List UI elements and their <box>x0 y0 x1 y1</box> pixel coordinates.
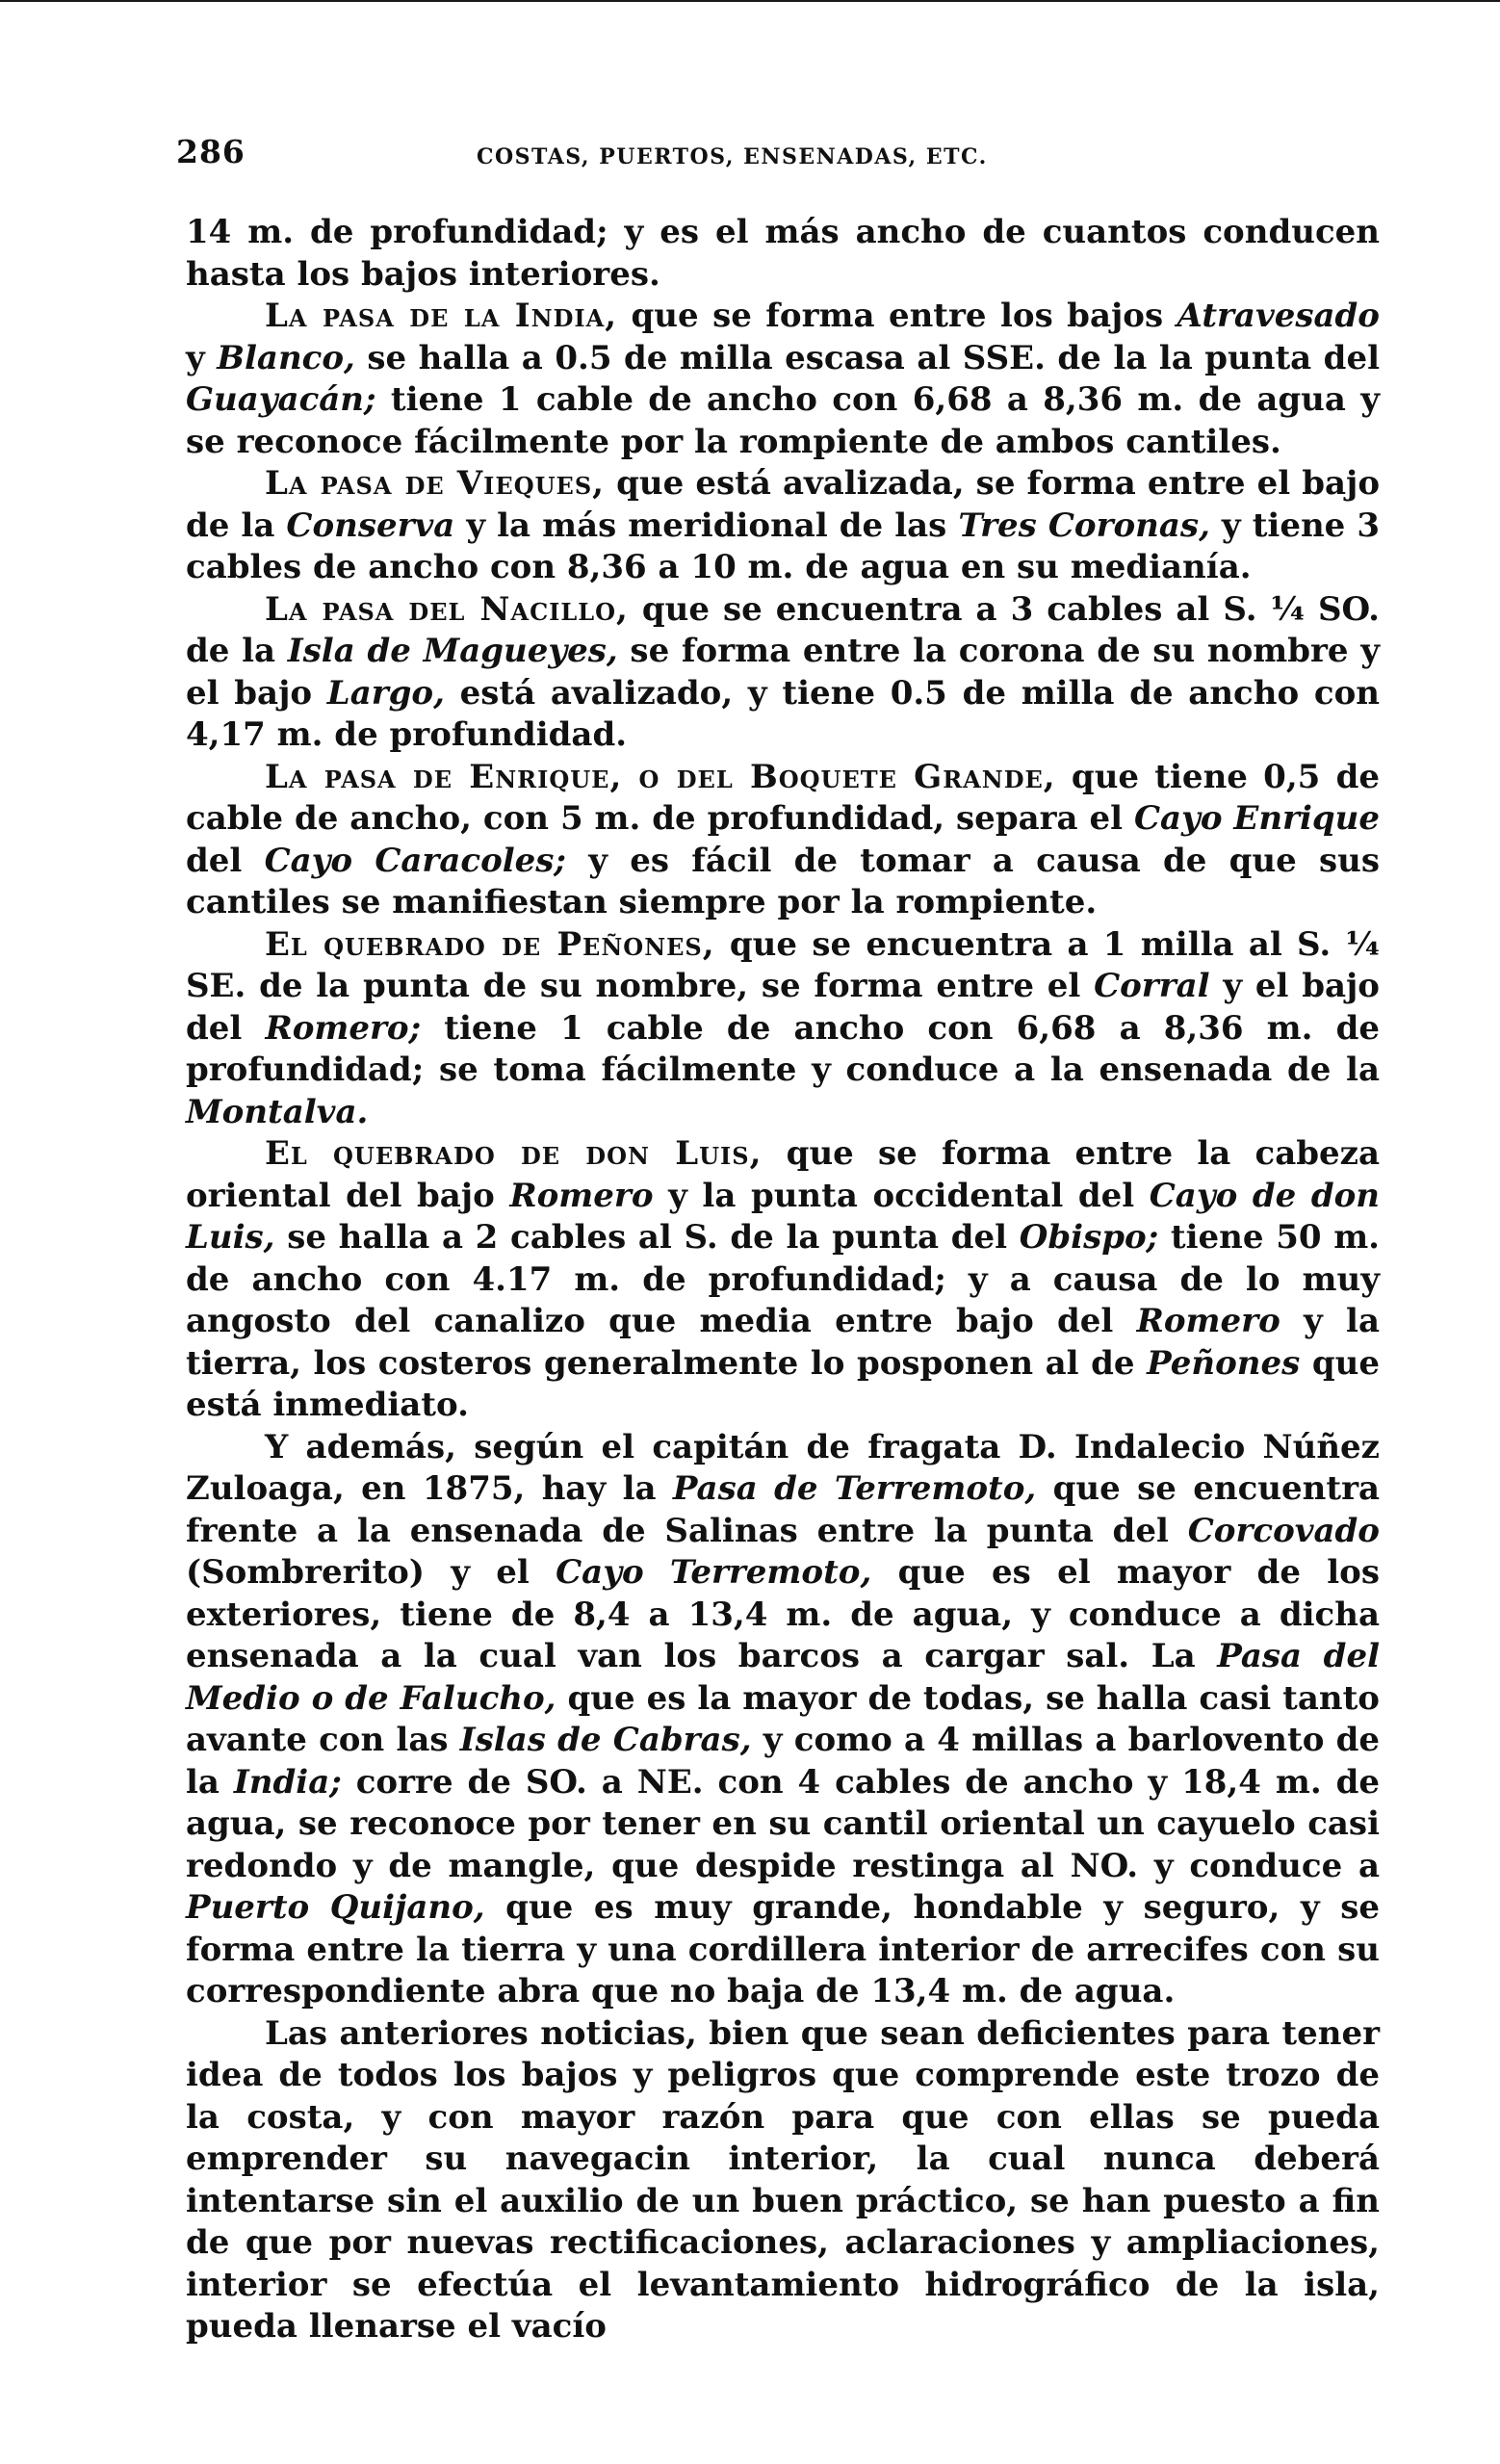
paragraph-pasa-vieques <box>186 463 1380 589</box>
place-name: Pasa del Medio o de Falucho, <box>186 1637 1380 1718</box>
place-name: Islas de Cabras, <box>459 1721 752 1759</box>
paragraph-quebrado-penones <box>186 924 1380 1134</box>
paragraph-text: y la más meridional de las <box>454 506 959 545</box>
paragraph-text: y la punta occidental del <box>653 1176 1150 1215</box>
paragraph-quebrado-don-luis <box>186 1133 1380 1427</box>
paragraph-continuation <box>186 212 1380 296</box>
paragraph-nunez-zuloaga <box>186 1427 1380 2013</box>
place-name: Tres Coronas, <box>958 506 1210 545</box>
paragraph-text: está avalizado, y tiene 0.5 de milla de ancho con 4,17 m. de profundidad. <box>186 673 1380 754</box>
paragraph-text: 14 m. de profundidad; y es el más ancho de cuantos conducen hasta los bajos interiores. <box>186 213 1380 294</box>
place-name: Pasa de Terremoto, <box>672 1469 1037 1508</box>
entry-heading: La pasa de Vieques, <box>265 464 606 503</box>
paragraph-anteriores-noticias <box>186 2013 1380 2348</box>
place-name: Cayo Terremoto, <box>556 1553 872 1592</box>
place-name: Guayacán; <box>186 380 376 419</box>
paragraph-text: y la tierra, los costeros generalmente lo posponen al de <box>186 1302 1380 1383</box>
place-name: Cayo de don Luis, <box>186 1176 1380 1257</box>
paragraph-text: que está inmediato. <box>186 1343 1381 1424</box>
entry-heading: La pasa del Nacillo, <box>265 589 629 629</box>
paragraph-text: que se forma entre los bajos <box>617 297 1177 335</box>
paragraph-text: se halla a 0.5 de milla escasa al SSE. de la la punta del <box>354 338 1381 377</box>
entry-heading: La pasa de la India, <box>265 297 618 335</box>
place-name: Obispo; <box>1019 1218 1159 1257</box>
place-name: India; <box>233 1762 342 1802</box>
place-name: Blanco, <box>217 338 355 377</box>
paragraph-text: tiene 1 cable de ancho con 6,68 a 8,36 m. de profundidad; se toma fácilmente y conduce a la ensenada de la <box>186 1008 1380 1089</box>
paragraph-text: que es el mayor de los exteriores, tiene de 8,4 a 13,4 m. de agua, y conduce a dicha ensenada a la cual van los barcos a cargar sal. La <box>186 1553 1380 1675</box>
place-name: Montalva. <box>186 1092 369 1131</box>
paragraph-text: que es la mayor de todas, se halla casi tanto avante con las <box>186 1678 1380 1759</box>
paragraph-text: que se encuentra frente a la ensenada de Salinas entre la punta del <box>186 1469 1381 1550</box>
paragraph-text: que se encuentra a 3 cables al S. ¼ SO. de la <box>186 589 1380 670</box>
paragraph-text: que se forma entre la cabeza oriental del bajo <box>186 1134 1380 1215</box>
paragraph-text: corre de SO. a NE. con 4 cables de ancho y 18,4 m. de agua, se reconoce por tener en su cantil oriental un cayuelo casi redondo y de mangle, que despide restinga al NO. y conduce a <box>186 1762 1380 1885</box>
body-text <box>186 212 1380 2348</box>
paragraph-text: y como a 4 millas a barlovento de la <box>186 1721 1381 1802</box>
paragraph-text: que es muy grande, hondable y seguro, y se forma entre la tierra y una cordillera interior de arrecifes con su correspondiente abra que no baja de 13,4 m. de agua. <box>186 1888 1380 2010</box>
paragraph-pasa-india <box>186 296 1380 463</box>
paragraph-text: y es fácil de tomar a causa de que sus cantiles se manifiestan siempre por la rompiente. <box>186 841 1380 921</box>
page-number: 286 <box>176 133 246 170</box>
place-name: Romero <box>509 1176 654 1215</box>
entry-heading: La pasa de Enrique, o del Boquete Grande, <box>265 757 1056 796</box>
place-name: Largo, <box>326 673 445 713</box>
place-name: Atravesado <box>1177 297 1380 335</box>
page-header <box>176 133 1380 181</box>
paragraph-text: se halla a 2 cables al S. de la punta del <box>274 1218 1020 1257</box>
entry-heading: El quebrado de don Luis, <box>265 1134 763 1173</box>
place-name: Romero <box>1136 1302 1280 1340</box>
paragraph-text: se forma entre la corona de su nombre y el bajo <box>186 632 1381 713</box>
place-name: Cayo Enrique <box>1133 799 1381 838</box>
place-name: Corral <box>1094 967 1210 1005</box>
paragraph-text: y el bajo del <box>186 967 1380 1048</box>
paragraph-text: Las anteriores noticias, bien que sean deficientes para tener idea de todos los bajos y peligros que comprende este trozo de la costa, y con mayor razón para que con ellas se pueda emprender su navegacin interior, la cual nunca deberá intentarse sin el auxilio de un buen práctico, se han puesto a fin de que por nuevas rectificaciones, aclaraciones y ampliaciones, interior se efectúa el levantamiento hidrográfico de la isla, pueda llenarse el vacío <box>186 2013 1380 2346</box>
paragraph-text: del <box>186 841 265 880</box>
paragraph-pasa-enrique <box>186 757 1380 924</box>
place-name: Corcovado <box>1187 1511 1380 1550</box>
place-name: Conserva <box>286 506 455 545</box>
paragraph-text: que está avalizada, se forma entre el bajo de la <box>186 464 1381 545</box>
place-name: Cayo Caracoles; <box>264 841 566 880</box>
paragraph-text: tiene 50 m. de ancho con 4.17 m. de profundidad; y a causa de lo muy angosto del canalizo que media entre bajo del <box>186 1218 1381 1340</box>
paragraph-text: tiene 1 cable de ancho con 6,68 a 8,36 m. de agua y se reconoce fácilmente por la rompiente de ambos cantiles. <box>186 380 1380 461</box>
paragraph-text: y <box>186 338 218 377</box>
place-name: Puerto Quijano, <box>186 1888 485 1927</box>
paragraph-text: Y además, según el capitán de fragata D. Indalecio Núñez Zuloaga, en 1875, hay la <box>186 1427 1380 1508</box>
place-name: Romero; <box>265 1008 422 1048</box>
paragraph-text: que tiene 0,5 de cable de ancho, con 5 m. de profundidad, separa el <box>186 757 1381 838</box>
place-name: Peñones <box>1147 1343 1301 1383</box>
paragraph-text: (Sombrerito) y el <box>186 1553 556 1592</box>
paragraph-text: que se encuentra a 1 milla al S. ¼ SE. de la punta de su nombre, se forma entre el <box>186 924 1381 1005</box>
place-name: Isla de Magueyes, <box>287 632 618 670</box>
paragraph-pasa-nacillo <box>186 589 1380 757</box>
paragraph-text: y tiene 3 cables de ancho con 8,36 a 10 m. de agua en su medianía. <box>186 506 1380 586</box>
entry-heading: El quebrado de Peñones, <box>265 924 715 964</box>
running-title: COSTAS, PUERTOS, ENSENADAS, ETC. <box>477 144 988 169</box>
